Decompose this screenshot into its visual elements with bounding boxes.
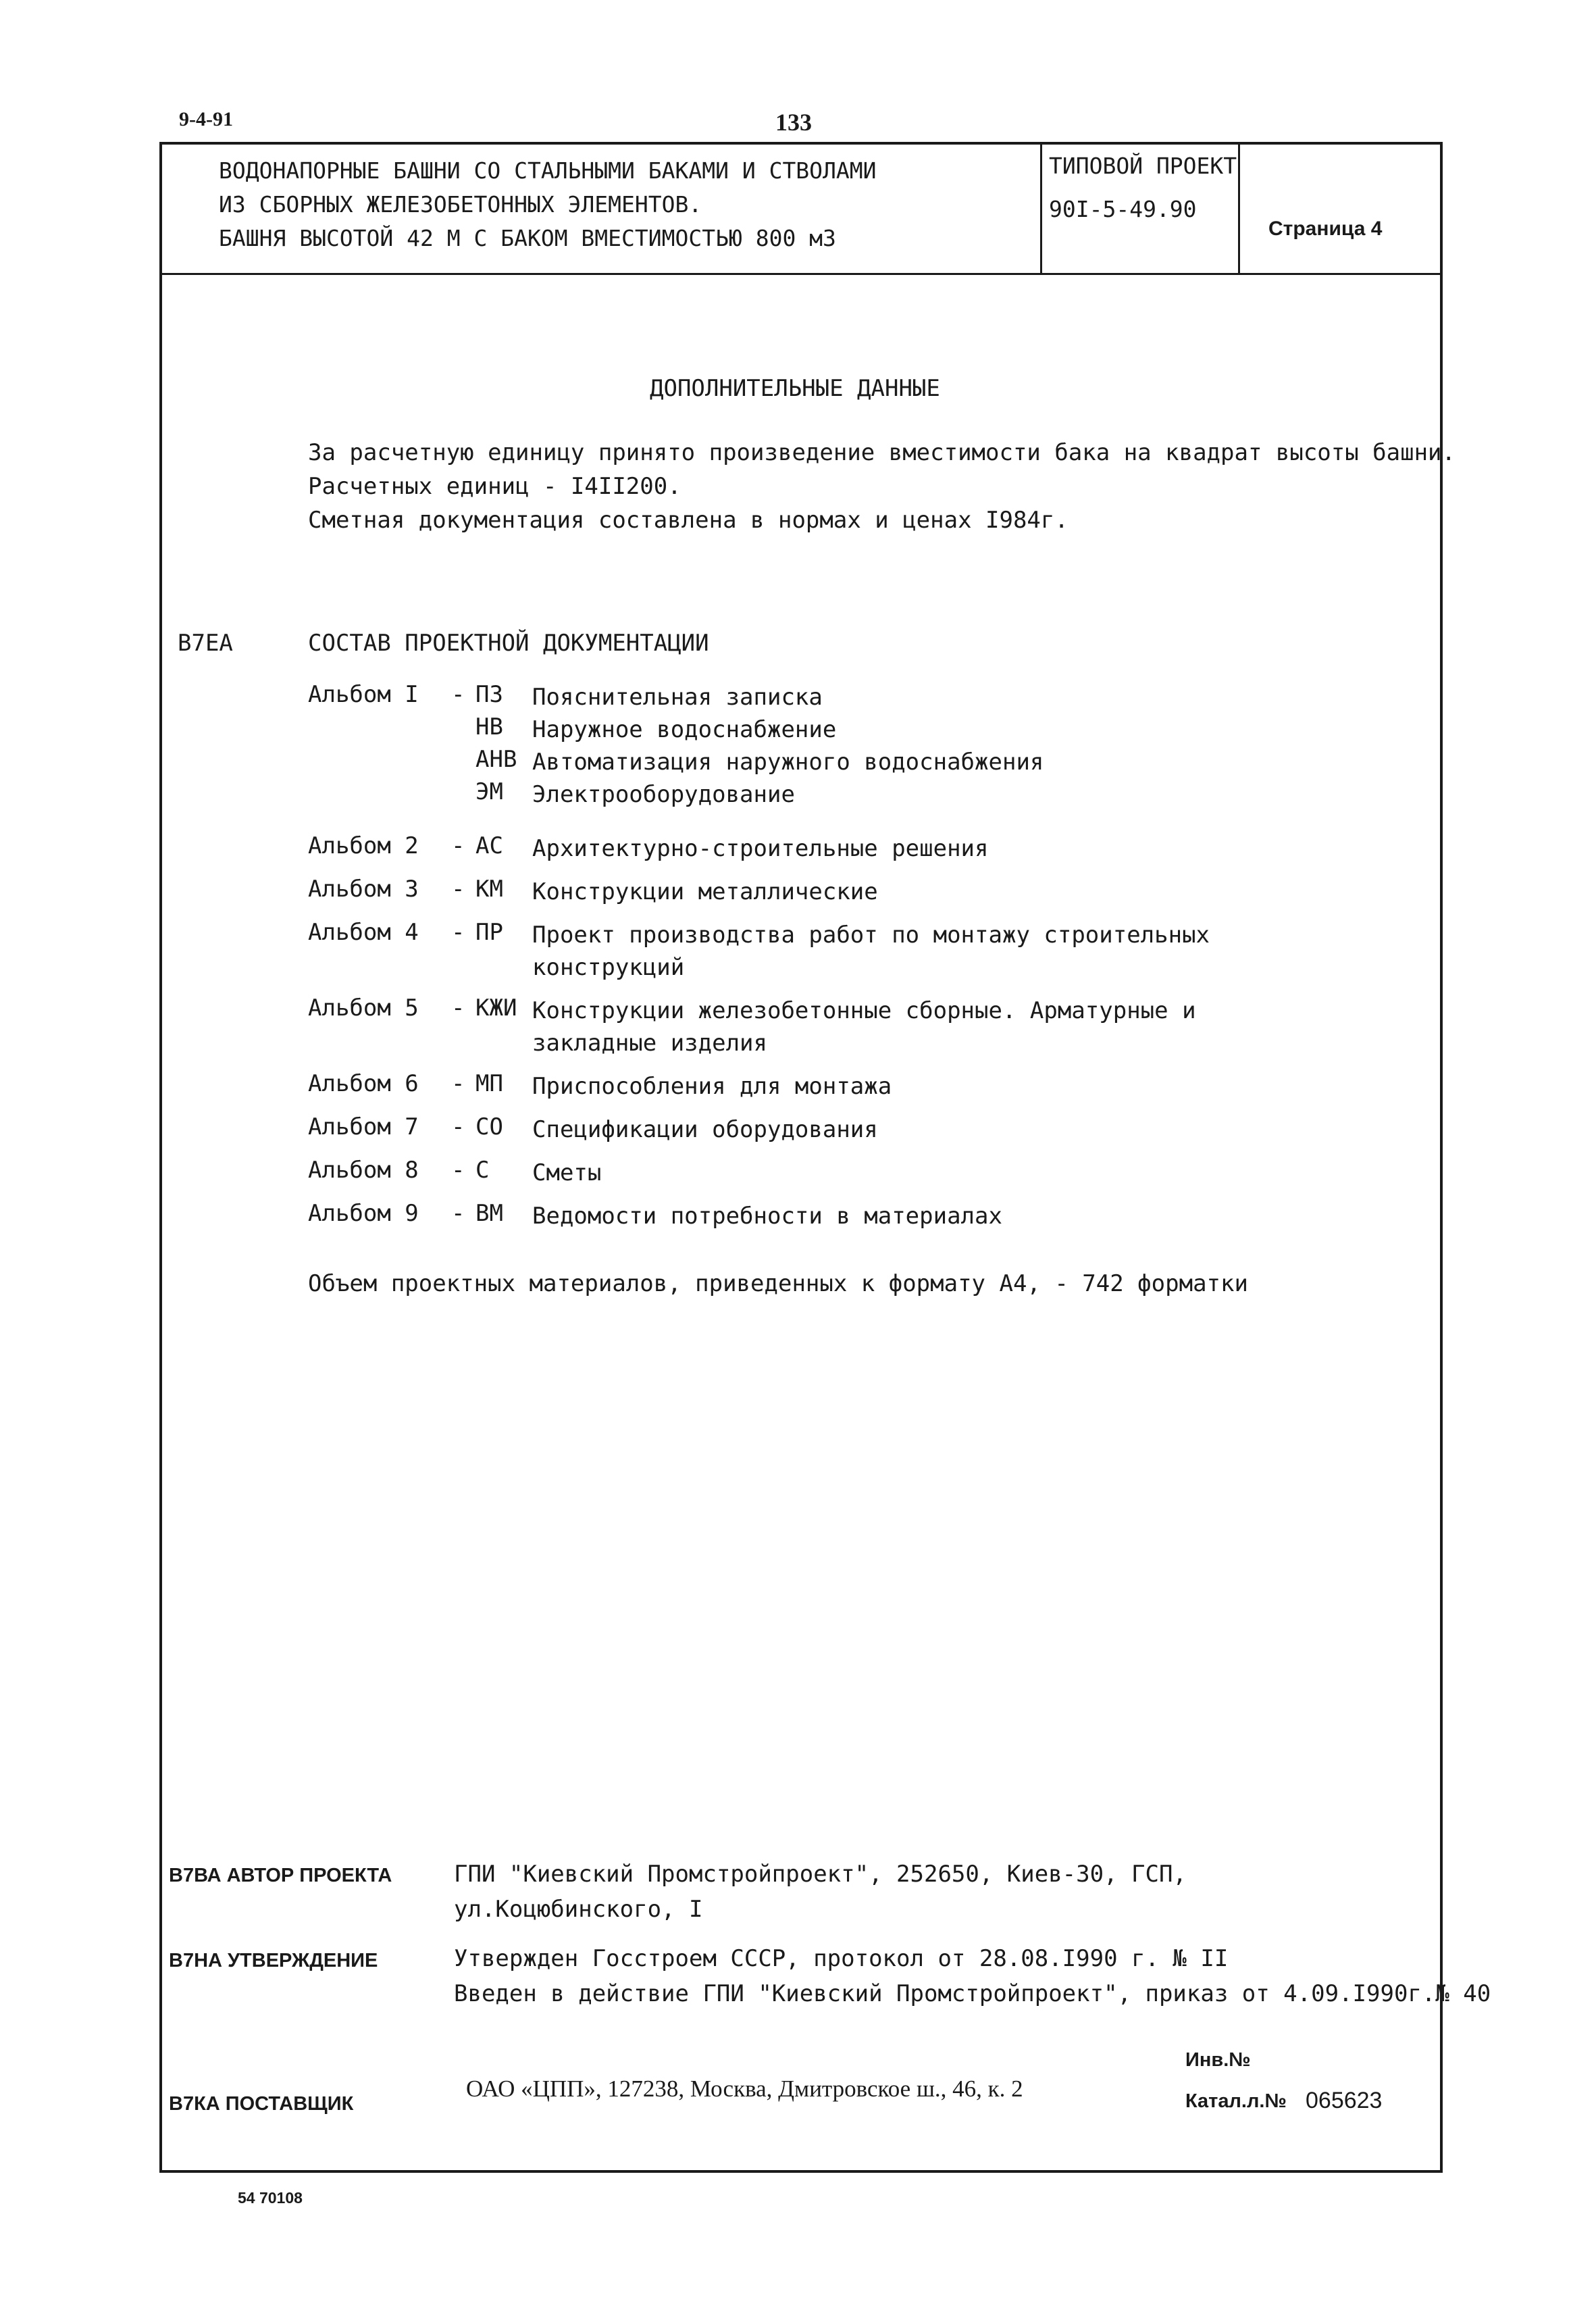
author-text [454, 1857, 1187, 1927]
album-entry-desc: Наружное водоснабжение [532, 716, 837, 743]
album-name: Альбом 5 [308, 995, 419, 1022]
album-entry-desc: Автоматизация наружного водоснабжения [532, 749, 1044, 776]
album-name: Альбом 2 [308, 832, 419, 859]
album-desc: Спецификации оборудования [532, 1116, 878, 1143]
composition-title: СОСТАВ ПРОЕКТНОЙ ДОКУМЕНТАЦИИ [308, 630, 709, 657]
additional-data-line: За расчетную единицу принято произведение вместимости бака на квадрат высоты башни. [308, 439, 1456, 466]
album-desc: Ведомости потребности в материалах [532, 1203, 1002, 1230]
sheet-label: Страница 4 [1268, 218, 1383, 240]
catalog-sheet-number: 065623 [1306, 2088, 1383, 2113]
title-block [162, 145, 1440, 275]
album-code: КМ [475, 876, 503, 903]
album-dash: - [451, 1157, 465, 1184]
album-name: Альбом 9 [308, 1200, 419, 1227]
album-entry-desc: Электрооборудование [532, 781, 795, 808]
project-type-label: ТИПОВОЙ ПРОЕКТ [1049, 153, 1237, 179]
album-desc [532, 919, 1210, 984]
author-line: ГПИ "Киевский Промстройпроект", 252650, Киев-30, ГСП, [454, 1861, 1187, 1888]
album-dash: - [451, 1070, 465, 1097]
album-code: МП [475, 1070, 503, 1097]
album-code: СО [475, 1113, 503, 1140]
album-code: С [475, 1157, 490, 1184]
album-name: Альбом 8 [308, 1157, 419, 1184]
composition-code: В7ЕА [178, 630, 233, 657]
catalog-sheet-label: Катал.л.№ [1185, 2090, 1287, 2112]
section-title: ДОПОЛНИТЕЛЬНЫЕ ДАННЫЕ [650, 375, 940, 402]
album-desc: Приспособления для монтажа [532, 1073, 892, 1100]
album-dash: - [451, 919, 465, 946]
album-code: АС [475, 832, 503, 859]
title-line: ВОДОНАПОРНЫЕ БАШНИ СО СТАЛЬНЫМИ БАКАМИ И СТВОЛАМИ [219, 157, 877, 184]
album-desc-line: Проект производства работ по монтажу строительных [532, 922, 1210, 949]
album-dash: - [451, 1113, 465, 1140]
album-name: Альбом 7 [308, 1113, 419, 1140]
album-entry-code: АНВ [475, 746, 517, 773]
album-desc: Конструкции металлические [532, 878, 878, 905]
album-desc: Сметы [532, 1159, 602, 1186]
album-code: КЖИ [475, 995, 517, 1022]
additional-data-line: Сметная документация составлена в нормах и ценах I984г. [308, 507, 1069, 534]
approval-line: Утвержден Госстроем СССР, протокол от 28.08.I990 г. № II [454, 1945, 1229, 1972]
album-dash: - [451, 995, 465, 1022]
title-line: БАШНЯ ВЫСОТОЙ 42 М С БАКОМ ВМЕСТИМОСТЬЮ 800 м3 [219, 225, 836, 251]
album-desc [532, 995, 1196, 1059]
album-desc-line: закладные изделия [532, 1030, 767, 1057]
album-entry-code: ЭМ [475, 778, 503, 805]
sheet-cell [1240, 145, 1440, 273]
album-dash: - [451, 681, 465, 708]
title-line: ИЗ СБОРНЫХ ЖЕЛЕЗОБЕТОННЫХ ЭЛЕМЕНТОВ. [219, 191, 702, 218]
inventory-number-label: Инв.№ [1185, 2049, 1251, 2071]
approval-label: В7НА УТВЕРЖДЕНИЕ [169, 1950, 378, 1971]
album-dash: - [451, 876, 465, 903]
approval-line: Введен в действие ГПИ "Киевский Промстройпроект", приказ от 4.09.I990г.№ 40 [454, 1980, 1491, 2007]
author-line: ул.Коцюбинского, I [454, 1896, 703, 1923]
additional-data-line: Расчетных единиц - I4II200. [308, 473, 681, 500]
supplier-text: ОАО «ЦПП», 127238, Москва, Дмитровское ш., 46, к. 2 [466, 2076, 1023, 2102]
album-code: ПР [475, 919, 503, 946]
document-title [219, 154, 877, 255]
supplier-label: В7КА ПОСТАВЩИК [169, 2093, 354, 2115]
approval-text [454, 1941, 1491, 2011]
album-desc-line: конструкций [532, 954, 685, 981]
project-code: 90I-5-49.90 [1049, 196, 1197, 222]
album-entry-code: ПЗ [475, 681, 503, 708]
album-desc-line: Конструкции железобетонные сборные. Арматурные и [532, 997, 1196, 1024]
album-code: ВМ [475, 1200, 503, 1227]
print-code: 54 70108 [238, 2189, 303, 2207]
album-name: Альбом 4 [308, 919, 419, 946]
album-name: Альбом 3 [308, 876, 419, 903]
album-name: Альбом I [308, 681, 419, 708]
page-number: 133 [775, 109, 812, 136]
album-desc: Архитектурно-строительные решения [532, 835, 989, 862]
album-dash: - [451, 1200, 465, 1227]
album-entry-desc: Пояснительная записка [532, 684, 823, 711]
volume-note: Объем проектных материалов, приведенных к формату А4, - 742 форматки [308, 1270, 1248, 1297]
author-label: В7ВА АВТОР ПРОЕКТА [169, 1865, 392, 1886]
album-name: Альбом 6 [308, 1070, 419, 1097]
album-dash: - [451, 832, 465, 859]
project-cell [1040, 145, 1240, 273]
document-code: 9-4-91 [179, 108, 233, 130]
album-entry-code: НВ [475, 713, 503, 740]
